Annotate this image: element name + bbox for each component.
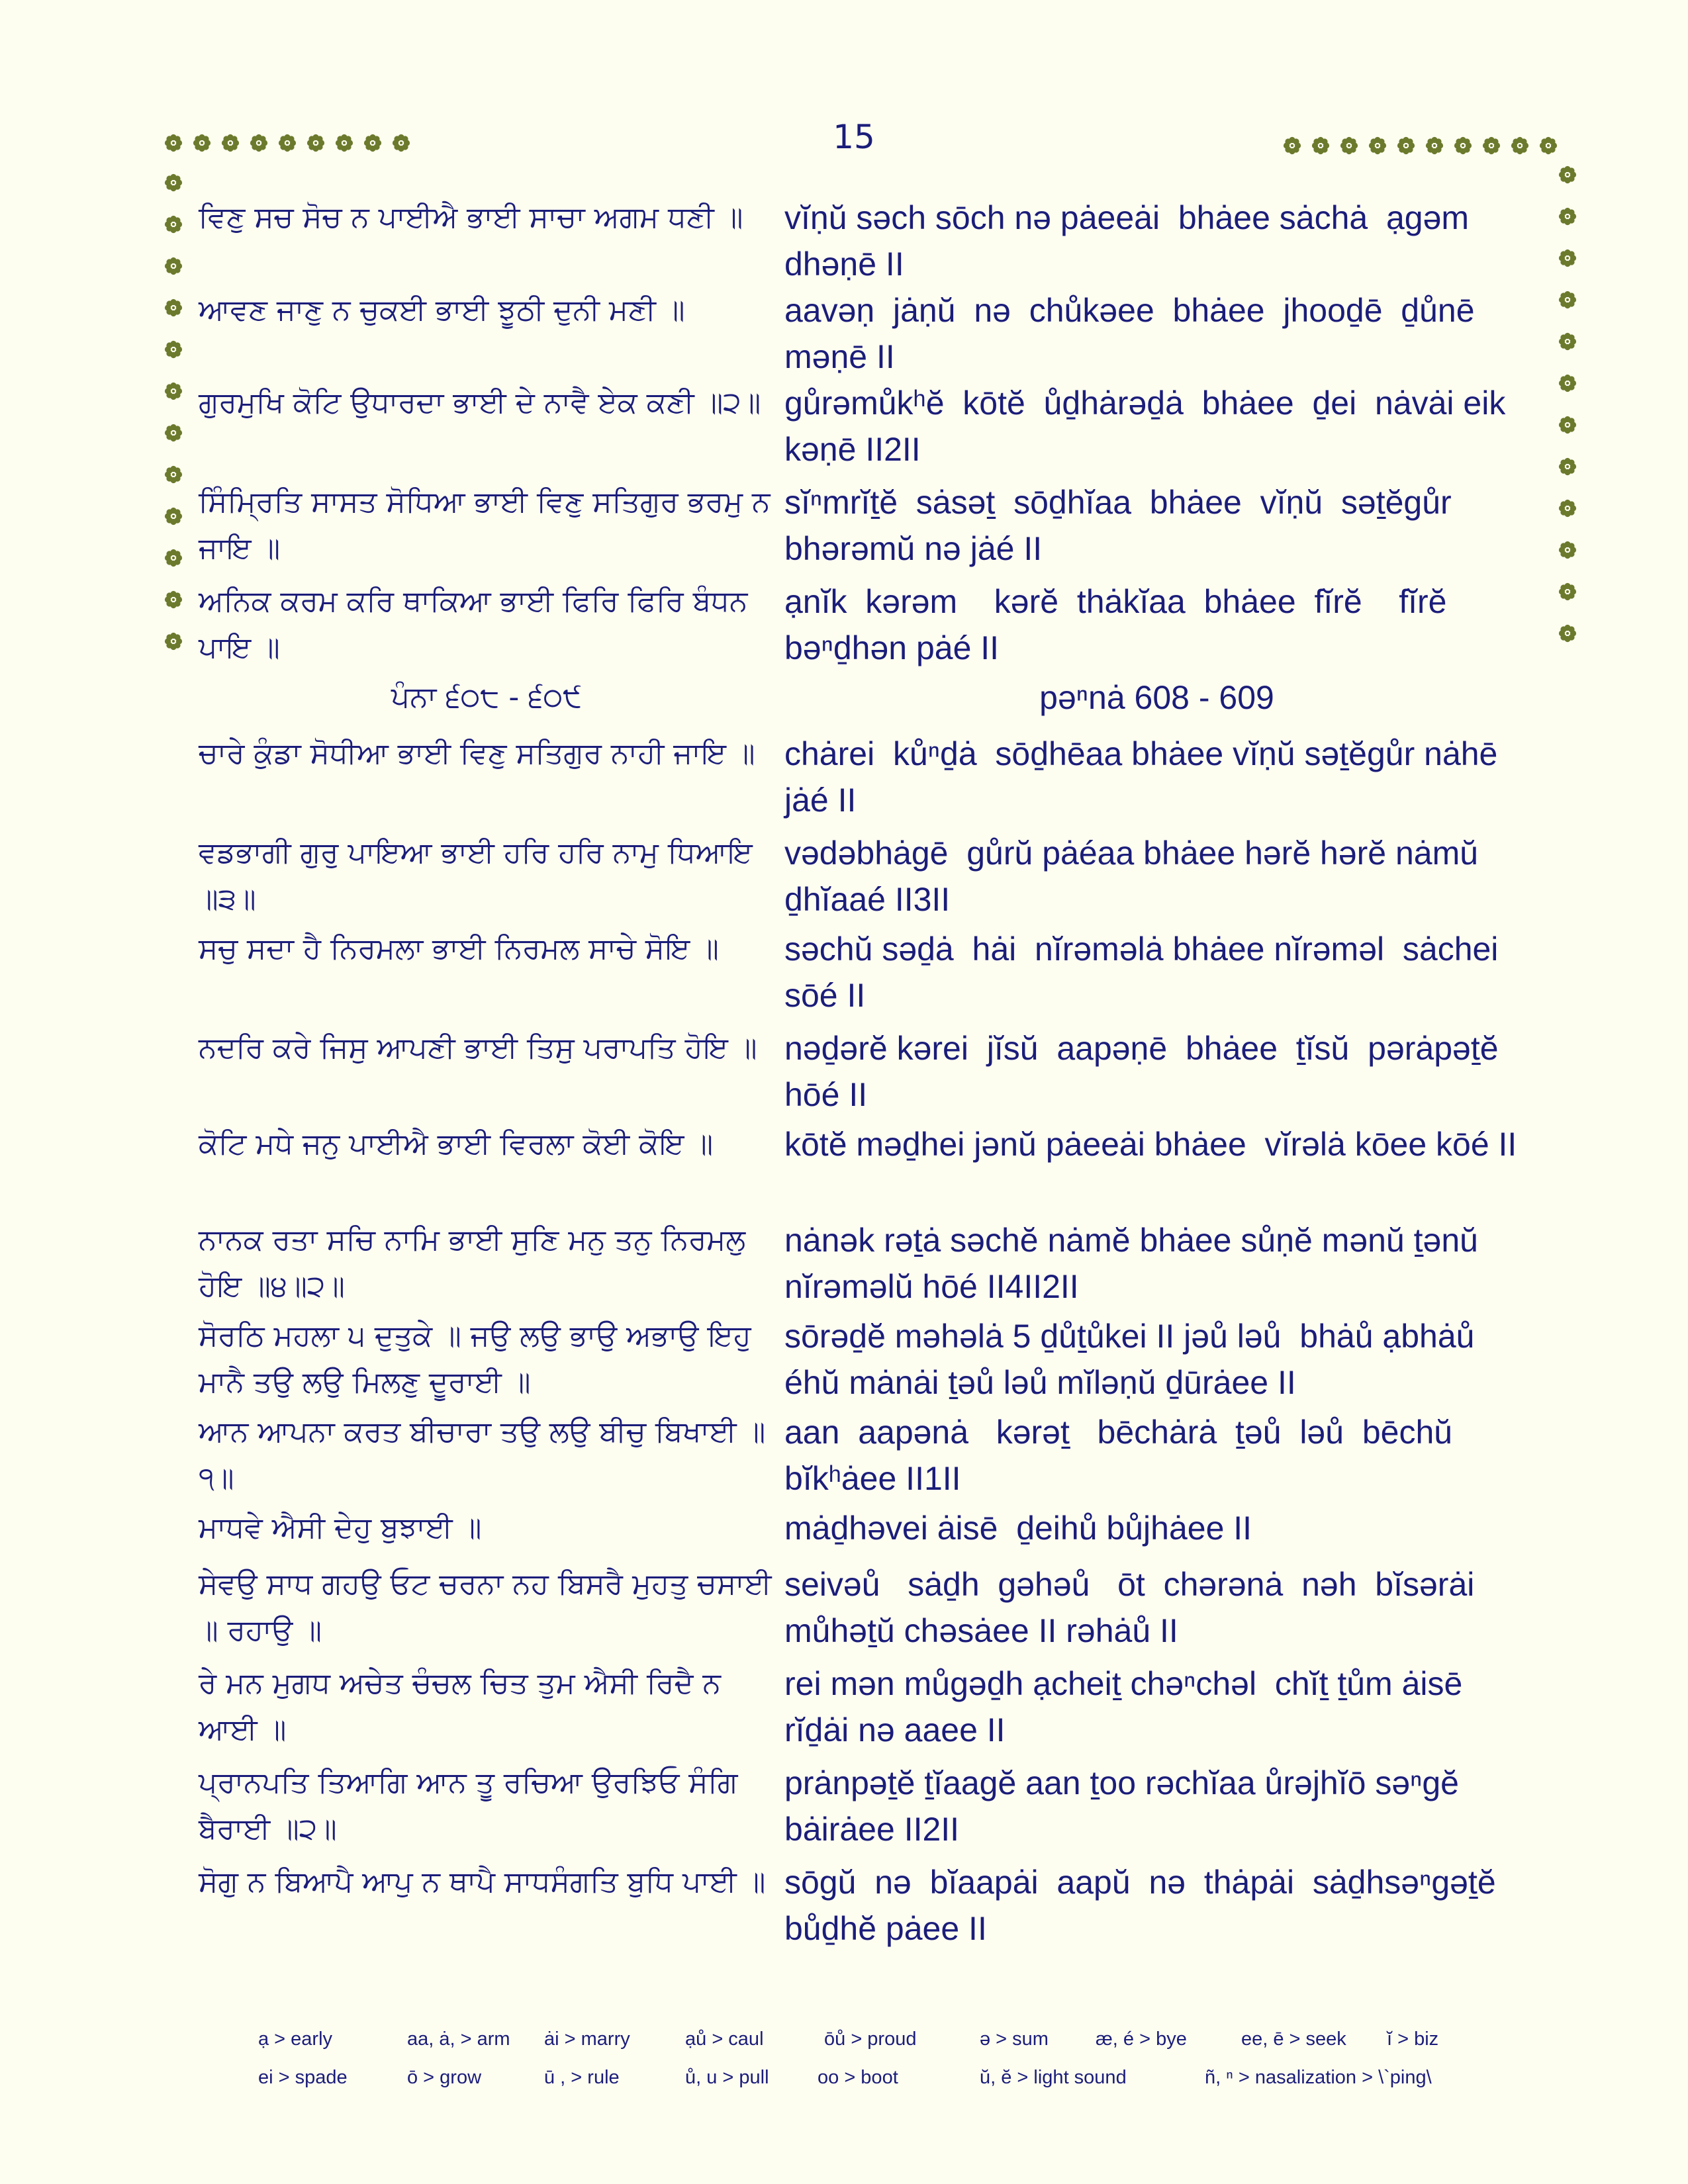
transliteration-line: nəḏərĕ kərei jĭsŭ aapəṇē bhȧee ṯĭsŭ pərȧpəṯĕ hōé II (784, 1030, 1508, 1113)
transliteration-line: vədəbhȧgē gůrŭ pȧéaa bhȧee hərĕ hərĕ nȧmŭ ḏhĭaaé II3II (784, 835, 1487, 918)
legend-item: ạů > caul (685, 2028, 764, 2050)
verse-row (199, 1121, 1529, 1217)
verse-row (199, 926, 1529, 1025)
pronunciation-legend (258, 2028, 1516, 2105)
flower-ornament-icon (164, 465, 183, 484)
flower-ornament-icon (306, 133, 326, 153)
flower-ornament-icon (164, 423, 183, 443)
verse-row (199, 1217, 1529, 1313)
flower-ornament-icon (1453, 136, 1473, 156)
verse-row (199, 1409, 1529, 1505)
flower-ornament-icon (164, 381, 183, 401)
flower-ornament-icon (164, 590, 183, 610)
transliteration-line: chȧrei kůⁿḏȧ sōḏhēaa bhȧee vĭṇŭ səṯĕgůr nȧhē jȧé II (784, 735, 1507, 819)
transliteration-line: gůrəmůkʰĕ kōtĕ ůḏhȧrəḏȧ bhȧee ḏei nȧvȧi eik kəṇē II2II (784, 385, 1515, 468)
verse-row (199, 380, 1529, 479)
gurmukhi-line: ਸਚੁ ਸਦਾ ਹੈ ਨਿਰਮਲਾ ਭਾਈ ਨਿਰਮਲ ਸਾਚੇ ਸੋਇ ॥ (199, 932, 719, 966)
flower-ornament-icon (1558, 457, 1577, 477)
flower-ornament-icon (164, 548, 183, 568)
legend-item: ə > sum (980, 2028, 1049, 2050)
transliteration-line: rei mən můgəḏh ạcheiṯ chəⁿchəl chĭṯ ṯům ȧisē rĭḏȧi nə aaee II (784, 1665, 1472, 1749)
transliteration-line: sōgŭ nə bĭaapȧi aapŭ nə thȧpȧi sȧḏhsəⁿgəṯĕ bůḏhĕ pȧee II (784, 1864, 1505, 1947)
flower-ornament-icon (164, 256, 183, 276)
page-range-heading (199, 674, 1529, 731)
legend-item: ȧi > marry (544, 2028, 630, 2050)
flower-ornament-icon (164, 506, 183, 526)
verse-row (199, 1760, 1529, 1859)
legend-item: ŭ, ĕ > light sound (980, 2067, 1127, 2088)
flower-ornament-icon (1558, 290, 1577, 310)
page-range-gurmukhi: ਪੰਨਾ ੬੦੮ - ੬੦੯ (391, 680, 583, 714)
flower-ornament-icon (1311, 136, 1331, 156)
verse-row (199, 1505, 1529, 1561)
flower-ornament-icon (1510, 136, 1530, 156)
flower-ornament-icon (391, 133, 411, 153)
flower-ornament-icon (249, 133, 269, 153)
flower-ornament-icon (1558, 498, 1577, 518)
gurmukhi-line: ਸੋਰਠਿ ਮਹਲਾ ੫ ਦੁਤੁਕੇ ॥ ਜਉ ਲਉ ਭਾਉ ਅਭਾਉ ਇਹੁ ਮਾਨੈ ਤਉ ਲਉ ਮਿਲਣੁ ਦੂਰਾਈ ॥ (199, 1319, 761, 1399)
flower-ornament-icon (164, 214, 183, 234)
gurmukhi-line: ਆਨ ਆਪਨਾ ਕਰਤ ਬੀਚਾਰਾ ਤਉ ਲਉ ਬੀਚੁ ਬਿਖਾਈ ॥੧॥ (199, 1415, 766, 1495)
gurmukhi-line: ਨਦਰਿ ਕਰੇ ਜਿਸੁ ਆਪਣੀ ਭਾਈ ਤਿਸੁ ਪਰਾਪਤਿ ਹੋਇ ॥ (199, 1031, 757, 1065)
flower-ornament-icon (1558, 248, 1577, 268)
flower-ornament-icon (1558, 206, 1577, 226)
verse-row (199, 578, 1529, 674)
verse-row (199, 731, 1529, 830)
flower-ornament-icon (1538, 136, 1558, 156)
verse-row (199, 287, 1529, 380)
legend-item: oo > boot (818, 2067, 898, 2088)
gurmukhi-line: ਵਿਣੁ ਸਚ ਸੋਚ ਨ ਪਾਈਐ ਭਾਈ ਸਾਚਾ ਅਗਮ ਧਣੀ ॥ (199, 201, 743, 234)
legend-item: ů, u > pull (685, 2067, 769, 2088)
transliteration-line: sōrəḏĕ məhəlȧ 5 ḏůṯůkei II jəů ləů bhȧů ạbhȧů éhŭ mȧnȧi ṯəů ləů mĭləṇŭ ḏūrȧee II (784, 1318, 1484, 1401)
flower-ornament-icon (164, 631, 183, 651)
legend-item: ạ > early (258, 2028, 333, 2050)
flower-ornament-icon (334, 133, 354, 153)
gurmukhi-line: ਵਡਭਾਗੀ ਗੁਰੁ ਪਾਇਆ ਭਾਈ ਹਰਿ ਹਰਿ ਨਾਮੁ ਧਿਆਇ ॥੩॥ (199, 836, 762, 916)
transliteration-line: aan aapənȧ kərəṯ bēchȧrȧ ṯəů ləů bēchŭ bĭkʰȧee II1II (784, 1414, 1462, 1497)
transliteration-line: ạnĭk kərəm kərĕ thȧkĭaa bhȧee fĭrĕ fĭrĕ bəⁿḏhən pȧé II (784, 583, 1456, 666)
transliteration-line: kōtĕ məḏhei jənŭ pȧeeȧi bhȧee vĭrəlȧ kōee kōé II (784, 1126, 1517, 1163)
gurmukhi-line: ਮਾਧਵੇ ਐਸੀ ਦੇਹੁ ਬੁਝਾਈ ॥ (199, 1511, 482, 1545)
gurmukhi-line: ਚਾਰੇ ਕੁੰਡਾ ਸੋਧੀਆ ਭਾਈ ਵਿਣੁ ਸਤਿਗੁਰ ਨਾਹੀ ਜਾਇ ॥ (199, 737, 755, 770)
gurmukhi-line: ਸੇਵਉ ਸਾਧ ਗਹਉ ਓਟ ਚਰਨਾ ਨਹ ਬਿਸਰੈ ਮੁਹਤੁ ਚਸਾਈ ॥ ਰਹਾਉ ॥ (199, 1567, 781, 1647)
flower-ornament-icon (1368, 136, 1387, 156)
verse-row (199, 1313, 1529, 1409)
transliteration-line: prȧnpəṯĕ ṯĭaagĕ aan ṯoo rəchĭaa ůrəjhĭō səⁿgĕ bȧirȧee II2II (784, 1764, 1468, 1848)
legend-item: ei > spade (258, 2067, 348, 2088)
flower-ornament-icon (1339, 136, 1359, 156)
legend-item: aa, ȧ, > arm (407, 2028, 510, 2050)
legend-item: ōů > proud (824, 2028, 917, 2050)
page-number: 15 (833, 118, 875, 156)
flower-ornament-icon (1558, 623, 1577, 643)
flower-ornament-icon (363, 133, 383, 153)
flower-ornament-icon (220, 133, 240, 153)
legend-item: æ, é > bye (1096, 2028, 1187, 2050)
transliteration-line: mȧḏhəvei ȧisē ḏeihů bůjhȧee II (784, 1510, 1252, 1547)
legend-item: ĭ > biz (1387, 2028, 1439, 2050)
verse-row (199, 195, 1529, 287)
flower-ornament-icon (1558, 582, 1577, 602)
flower-ornament-icon (1425, 136, 1444, 156)
legend-row-2 (258, 2067, 1516, 2105)
verse-row (199, 1561, 1529, 1661)
gurmukhi-line: ਨਾਨਕ ਰਤਾ ਸਚਿ ਨਾਮਿ ਭਾਈ ਸੁਣਿ ਮਨੁ ਤਨੁ ਨਿਰਮਲੁ ਹੋਇ ॥੪॥੨॥ (199, 1223, 755, 1303)
flower-ornament-icon (164, 173, 183, 193)
verse-row (199, 1661, 1529, 1760)
verse-row (199, 1859, 1529, 1958)
transliteration-line: seivəů sȧḏh gəhəů ōt chərənȧ nəh bĭsərȧi můhəṯŭ chəsȧee II rəhȧů II (784, 1566, 1484, 1649)
transliteration-line: nȧnək rəṯȧ səchĕ nȧmĕ bhȧee sůṇĕ mənŭ ṯənŭ nĭrəməlŭ hōé II4II2II (784, 1222, 1487, 1305)
transliteration-line: səchŭ səḏȧ hȧi nĭrəməlȧ bhȧee nĭrəməl sȧchei sōé II (784, 931, 1508, 1014)
gurmukhi-line: ਕੋਟਿ ਮਧੇ ਜਨੁ ਪਾਈਐ ਭਾਈ ਵਿਰਲਾ ਕੋਈ ਕੋਇ ॥ (199, 1127, 714, 1161)
transliteration-line: aavəṇ jȧṇŭ nə chůkəee bhȧee jhooḏē ḏůnē məṇē II (784, 292, 1484, 375)
flower-ornament-icon (164, 340, 183, 359)
flower-ornament-icon (1558, 415, 1577, 435)
flower-ornament-icon (1558, 165, 1577, 185)
legend-item: ū , > rule (544, 2067, 620, 2088)
flower-ornament-icon (277, 133, 297, 153)
gurmukhi-line: ਸਿੰਮ੍ਰਿਤਿ ਸਾਸਤ ਸੋਧਿਆ ਭਾਈ ਵਿਣੁ ਸਤਿਗੁਰ ਭਰਮੁ ਨ ਜਾਇ ॥ (199, 485, 780, 565)
gurmukhi-line: ਆਵਣ ਜਾਣੁ ਨ ਚੁਕਈ ਭਾਈ ਝੂਠੀ ਦੁਨੀ ਮਣੀ ॥ (199, 293, 685, 327)
gurmukhi-line: ਸੋਗੁ ਨ ਬਿਆਪੈ ਆਪੁ ਨ ਥਾਪੈ ਸਾਧਸੰਗਤਿ ਬੁਧਿ ਪਾਈ ॥ (199, 1865, 766, 1899)
gurmukhi-line: ਰੇ ਮਨ ਮੁਗਧ ਅਚੇਤ ਚੰਚਲ ਚਿਤ ਤੁਮ ਐਸੀ ਰਿਦੈ ਨ ਆਈ ॥ (199, 1666, 731, 1747)
flower-ornament-icon (164, 298, 183, 318)
page-range-transliteration: pəⁿnȧ 608 - 609 (1039, 679, 1274, 716)
legend-item: ñ, ⁿ > nasalization > \`ping\ (1205, 2067, 1432, 2088)
gurmukhi-line: ਅਨਿਕ ਕਰਮ ਕਰਿ ਥਾਕਿਆ ਭਾਈ ਫਿਰਿ ਫਿਰਿ ਬੰਧਨ ਪਾਇ ॥ (199, 584, 757, 664)
transliteration-line: vĭṇŭ səch sōch nə pȧeeȧi bhȧee sȧchȧ ạgəm dhəṇē II (784, 199, 1478, 283)
flower-ornament-icon (1481, 136, 1501, 156)
legend-item: ee, ē > seek (1241, 2028, 1346, 2050)
verse-row (199, 830, 1529, 926)
gurmukhi-line: ਪ੍ਰਾਨਪਤਿ ਤਿਆਗਿ ਆਨ ਤੂ ਰਚਿਆ ਉਰਝਿਓ ਸੰਗਿ ਬੈਰਾਈ ॥੨॥ (199, 1766, 747, 1846)
legend-row-1 (258, 2028, 1516, 2067)
flower-ornament-icon (1396, 136, 1416, 156)
flower-ornament-icon (1558, 540, 1577, 560)
legend-item: ō > grow (407, 2067, 482, 2088)
flower-ornament-icon (1558, 373, 1577, 393)
transliteration-line: sĭⁿmrĭṯĕ sȧsəṯ sōḏhĭaa bhȧee vĭṇŭ səṯĕgůr bhərəmŭ nə jȧé II (784, 484, 1461, 567)
gurmukhi-line: ਗੁਰਮੁਖਿ ਕੋਟਿ ਉਧਾਰਦਾ ਭਾਈ ਦੇ ਨਾਵੈ ਏਕ ਕਣੀ ॥੨॥ (199, 386, 761, 420)
verse-row (199, 1025, 1529, 1121)
verse-table (199, 195, 1529, 1958)
flower-ornament-icon (164, 133, 183, 153)
flower-ornament-icon (192, 133, 212, 153)
flower-ornament-icon (1558, 332, 1577, 351)
flower-ornament-icon (1282, 136, 1302, 156)
verse-row (199, 479, 1529, 578)
